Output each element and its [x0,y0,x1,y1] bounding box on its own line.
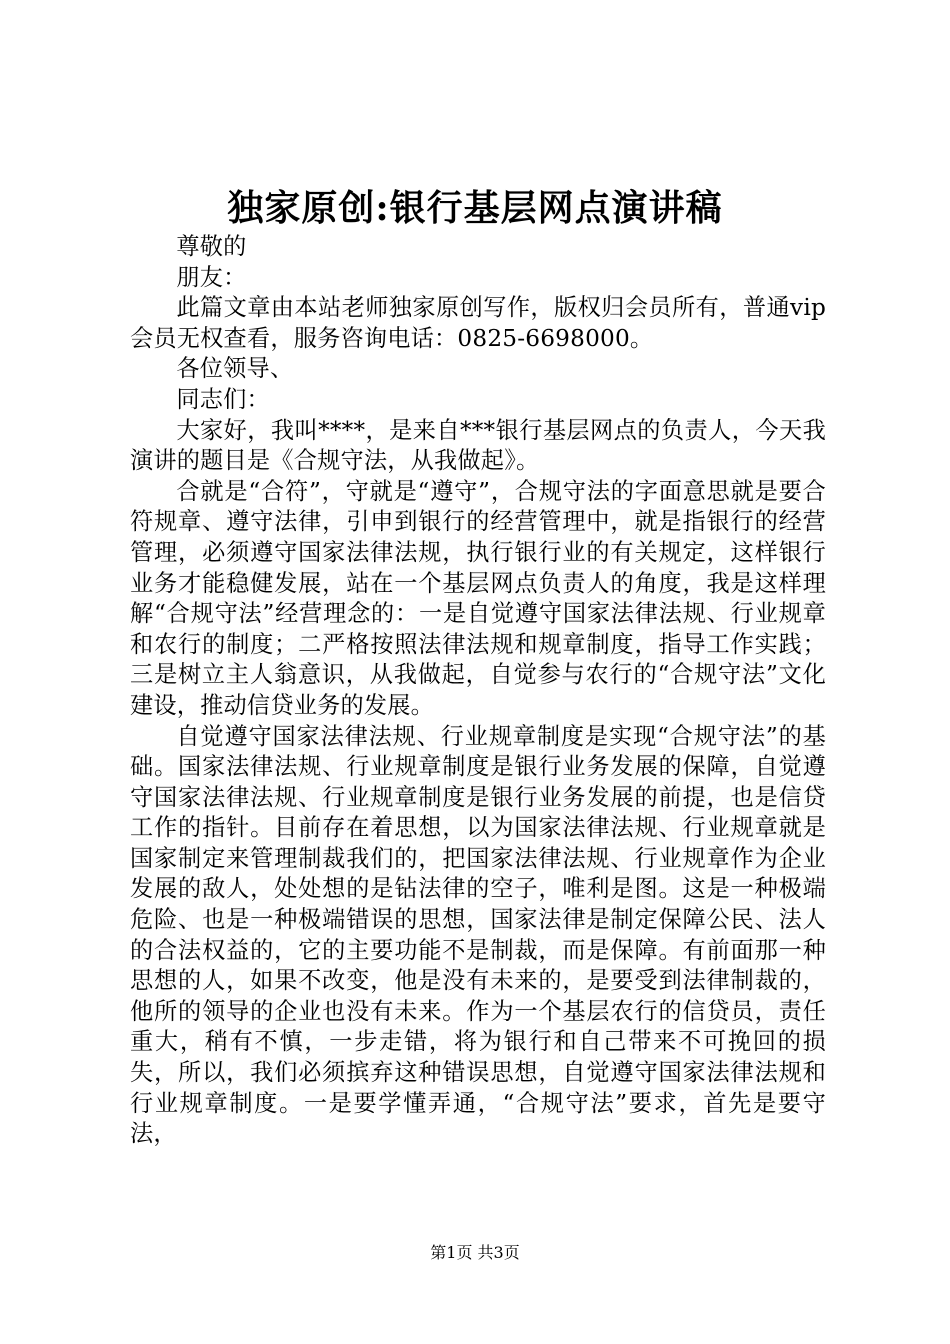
salutation-line-1: 尊敬的 [176,233,247,260]
document-title: 独家原创:银行基层网点演讲稿 [227,187,723,229]
address-line-1: 各位领导、 [176,355,294,383]
body-paragraph: 合就是“合符”，守就是“遵守”，合规守法的字面意思就是要合符规章、遵守法律，引申到银行的经营管理中，就是指银行的经营管理，必须遵守国家法律法规，执行银行业的有关规定，这样银行业务才能稳健发展，站在一个基层网点负责人的角度，我是这样理解“合规守法”经营理念的：一是自觉遵守国家法律法规、行业规章和农行的制度；二严格按照法律法规和规章制度，指导工作实践；三是树立主人翁意识，从我做起，自觉参与农行的“合规守法”文化建设，推动信贷业务的发展。 [130,477,826,719]
address-line-2: 同志们： [176,385,270,413]
intro-paragraph: 大家好，我叫****，是来自***银行基层网点的负责人，今天我演讲的题目是《合规守法，从我做起》。 [130,416,826,475]
body-paragraph: 自觉遵守国家法律法规、行业规章制度是实现“合规守法”的基础。国家法律法规、行业规章制度是银行业务发展的保障，自觉遵守国家法律法规、行业规章制度是银行业务发展的前提，也是信贷工作的指针。目前存在着思想，以为国家法律法规、行业规章就是国家制定来管理制裁我们的，把国家法律法规、行业规章作为企业发展的敌人，处处想的是钻法律的空子，唯利是图。这是一种极端危险、也是一种极端错误的思想，国家法律是制定保障公民、法人的合法权益的，它的主要功能不是制裁，而是保障。有前面那一种思想的人，如果不改变，他是没有未来的，是要受到法律制裁的，他所的领导的企业也没有未来。作为一个基层农行的信贷员，责任重大，稍有不慎，一步走错，将为银行和自己带来不可挽回的损失，所以，我们必须摈弃这种错误思想，自觉遵守国家法律法规和行业规章制度。一是要学懂弄通，“合规守法”要求，首先是要守法， [130,722,826,1148]
copyright-notice: 此篇文章由本站老师独家原创写作，版权归会员所有，普通vip会员无权查看，服务咨询电话：0825-6698000。 [130,294,826,352]
page-footer: 第1页 共3页 [430,1243,520,1262]
salutation-line-2: 朋友： [176,263,247,291]
document-body [130,232,826,1150]
